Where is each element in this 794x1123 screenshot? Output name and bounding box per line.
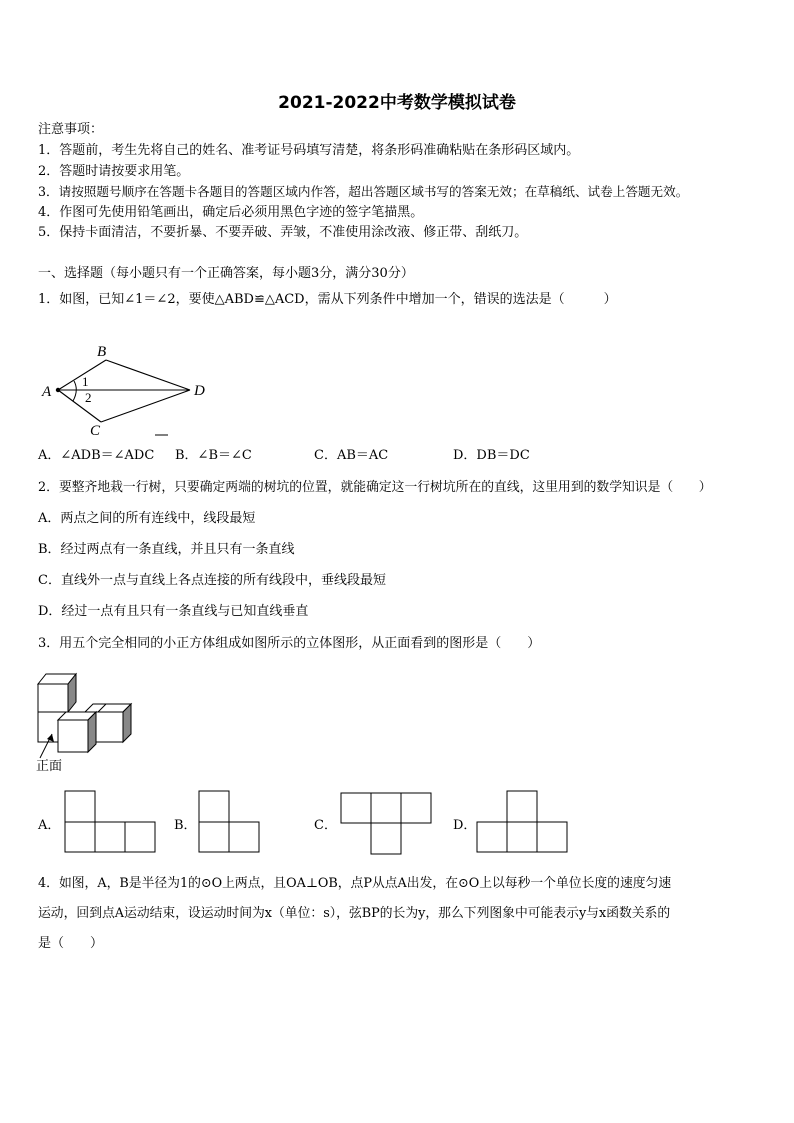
- page-title: 2021-2022中考数学模拟试卷: [278, 93, 516, 113]
- question-2-stem: 2．要整齐地栽一行树，只要确定两端的树坑的位置，就能确定这一行树坑所在的直线，这里用到的数学知识是（ ）: [38, 480, 712, 495]
- question-4-stem-line: 运动，回到点A运动结束，设运动时间为x（单位：s），弦BP的长为y，那么下列图象中可能表示y与x函数关系的: [38, 906, 671, 921]
- question-1-option: D．DB＝DC: [453, 448, 530, 463]
- notice-item: 4．作图可先使用铅笔画出，确定后必须用黑色字迹的签字笔描黑。: [38, 205, 424, 220]
- front-view-label: 正面: [36, 758, 63, 773]
- question-3-stem: 3．用五个完全相同的小正方体组成如图所示的立体图形，从正面看到的图形是（ ）: [38, 636, 541, 651]
- section-heading: 一、选择题（每小题只有一个正确答案，每小题3分，满分30分）: [38, 266, 414, 281]
- notice-heading: 注意事项：: [38, 122, 104, 137]
- notice-item: 1．答题前，考生先将自己的姓名、准考证号码填写清楚，将条形码准确粘贴在条形码区域内。: [38, 143, 580, 158]
- question-1-figure: [36, 340, 216, 440]
- point-label-a: A: [42, 384, 52, 400]
- question-1-option: C．AB＝AC: [314, 448, 389, 463]
- point-label-b: B: [97, 344, 107, 360]
- question-3-solid-figure: [30, 664, 145, 774]
- question-3-option-label: B．: [174, 818, 197, 833]
- angle-label-2: 2: [85, 390, 92, 405]
- point-label-c: C: [90, 423, 101, 439]
- question-4-stem-line: 是（ ）: [38, 936, 104, 951]
- notice-item: 3．请按照题号顺序在答题卡各题目的答题区域内作答，超出答题区域书写的答案无效；在草稿纸、试卷上答题无效。: [38, 184, 689, 199]
- question-1-option: B．∠B＝∠C: [175, 448, 252, 463]
- angle-label-1: 1: [82, 374, 89, 389]
- question-3-option-c-figure: [340, 792, 434, 856]
- point-label-d: D: [194, 383, 205, 399]
- question-3-option-d-figure: [476, 790, 570, 854]
- question-3-option-label: A．: [38, 818, 61, 833]
- question-4-stem-line: 4．如图，A，B是半径为1的⊙O上两点，且OA⊥OB，点P从点A出发，在⊙O上以每秒一个单位长度的速度匀速: [38, 876, 672, 891]
- question-1-option: A．∠ADB＝∠ADC: [38, 448, 155, 463]
- question-2-option: C．直线外一点与直线上各点连接的所有线段中，垂线段最短: [38, 573, 386, 588]
- question-3-option-a-figure: [64, 790, 158, 854]
- question-2-option: A．两点之间的所有连线中，线段最短: [38, 511, 256, 526]
- question-3-option-b-figure: [198, 790, 262, 854]
- question-1-stem: 1．如图，已知∠1＝∠2，要使△ABD≌△ACD，需从下列条件中增加一个，错误的选法是（ ）: [38, 292, 617, 307]
- notice-item: 5．保持卡面清洁，不要折暴、不要弄破、弄皱，不准使用涂改液、修正带、刮纸刀。: [38, 225, 528, 240]
- question-3-option-label: C．: [314, 818, 337, 833]
- question-3-option-label: D．: [453, 818, 477, 833]
- notice-item: 2．答题时请按要求用笔。: [38, 164, 190, 179]
- question-2-option: B．经过两点有一条直线，并且只有一条直线: [38, 542, 295, 557]
- question-2-option: D．经过一点有且只有一条直线与已知直线垂直: [38, 604, 309, 619]
